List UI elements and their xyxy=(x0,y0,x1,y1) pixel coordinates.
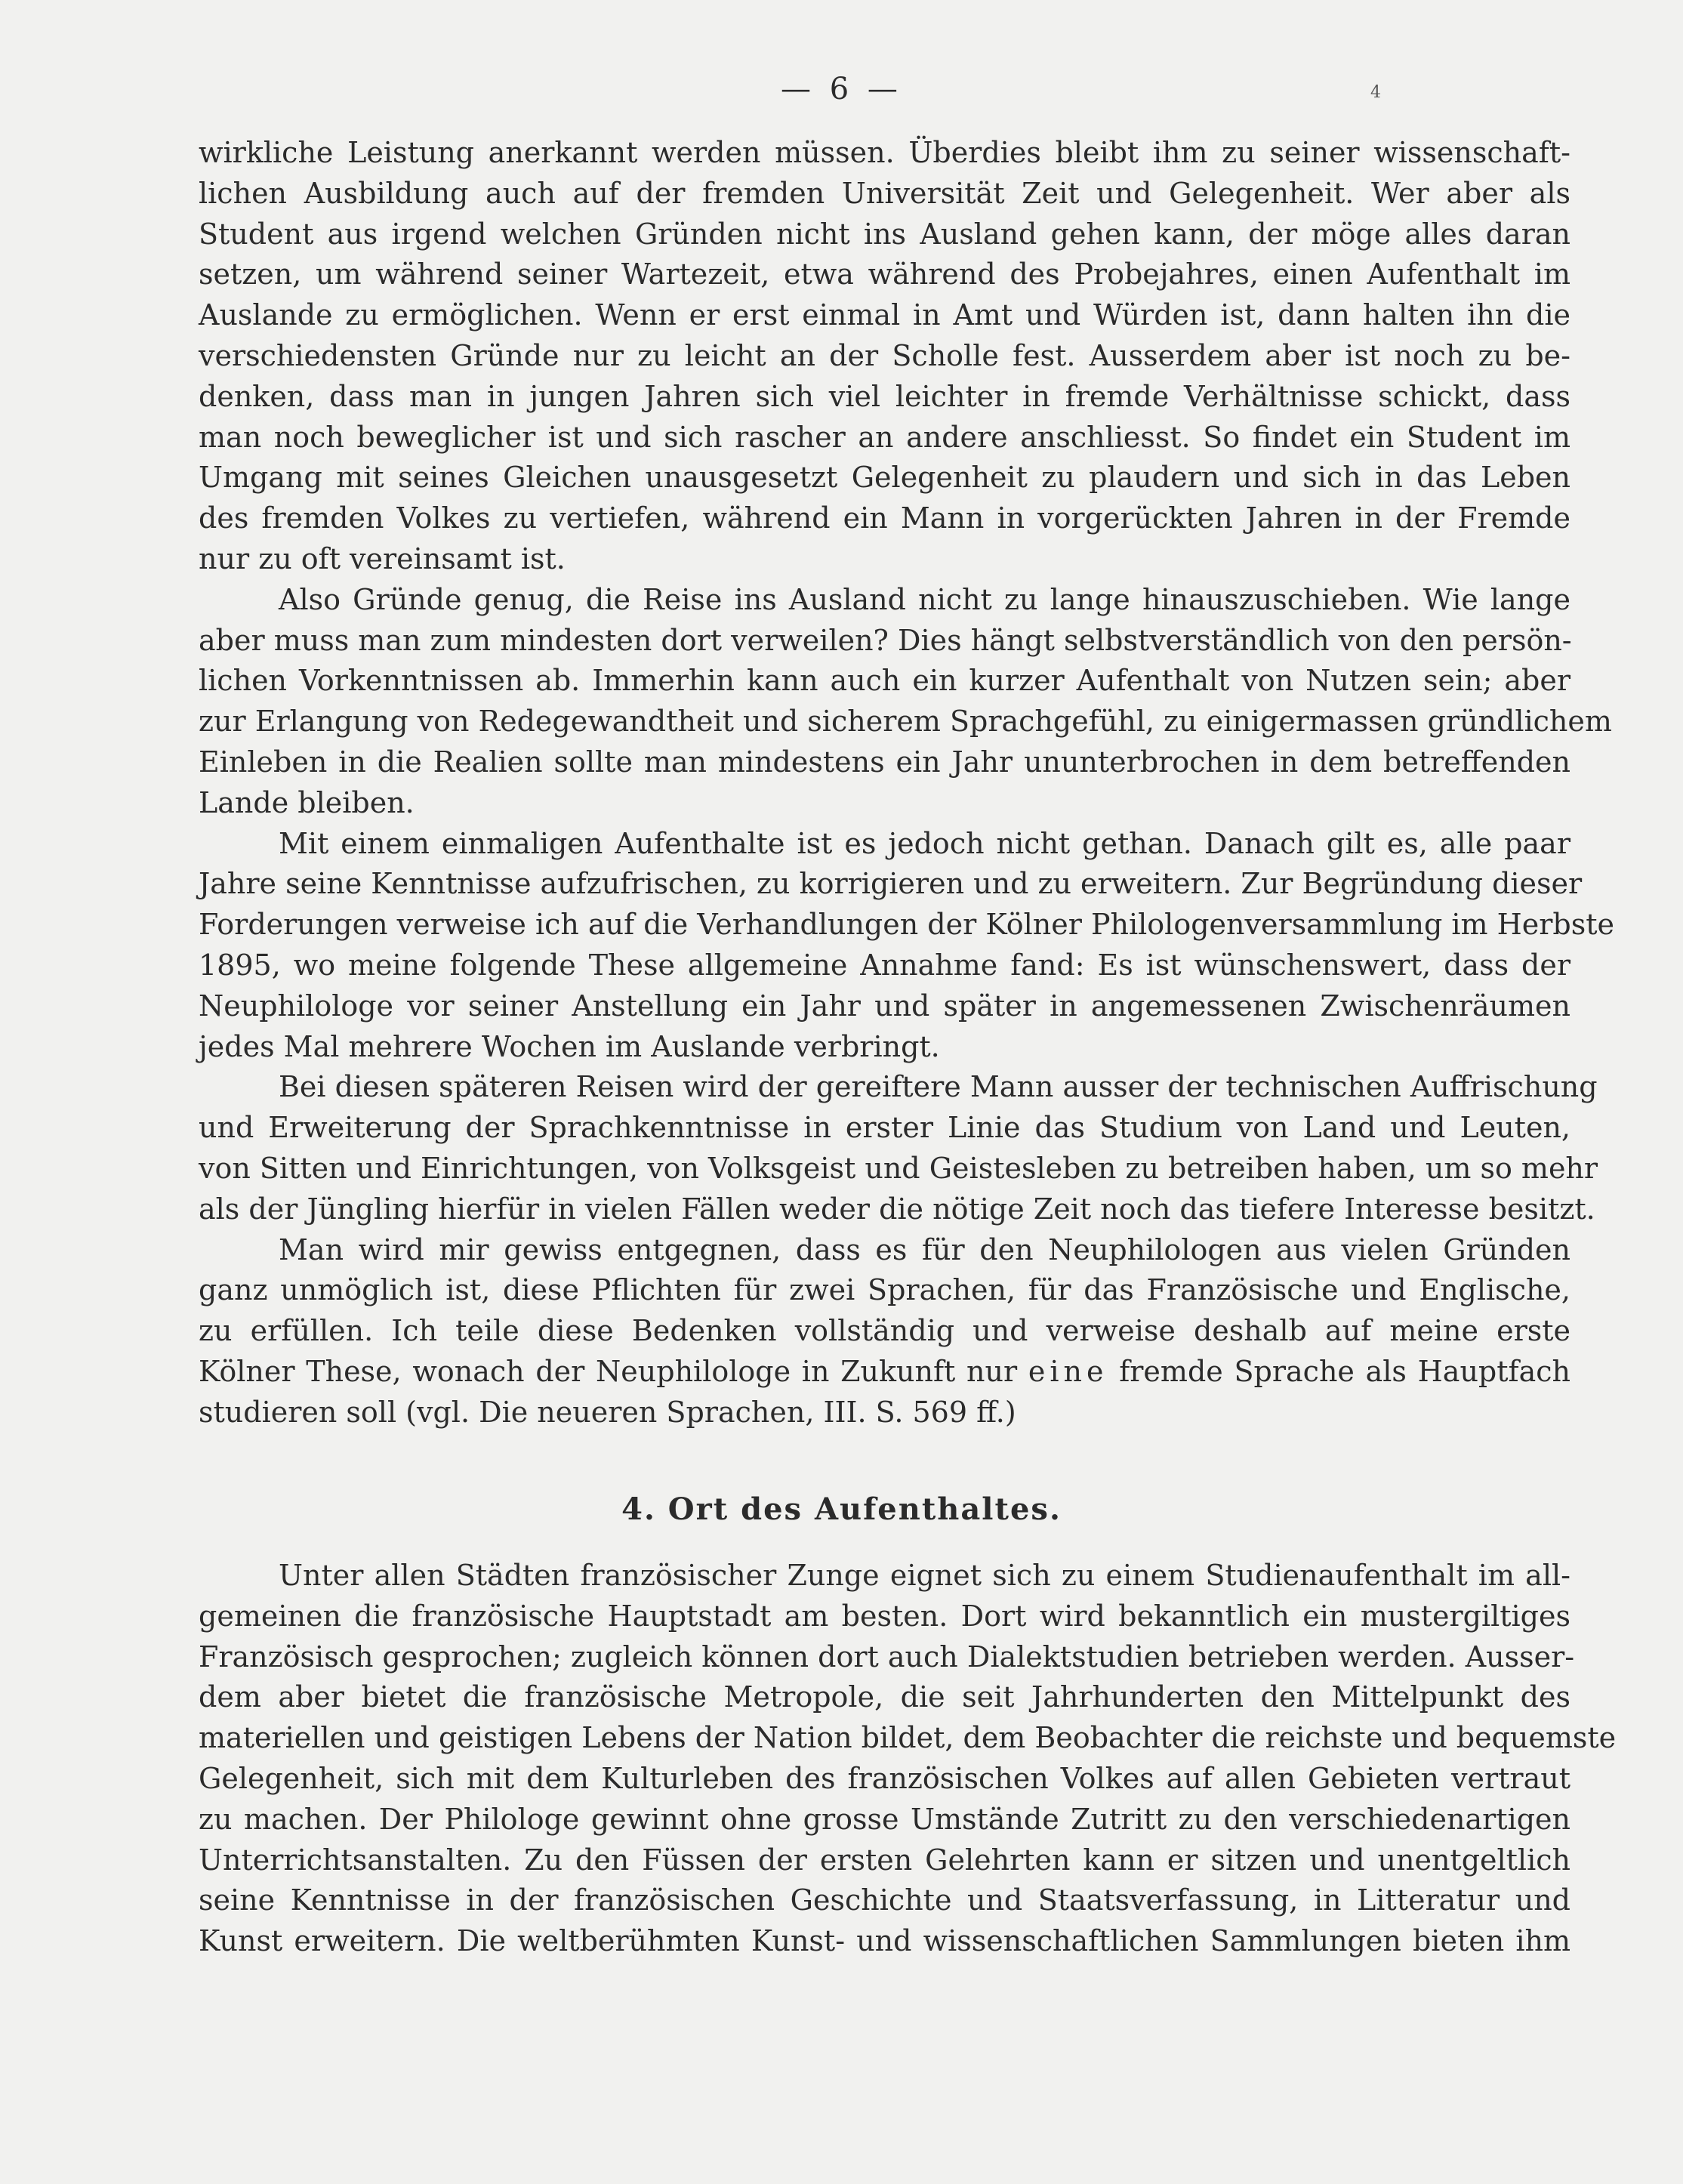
text-line: Gelegenheit, sich mit dem Kulturleben des französischen Volkes auf allen Gebieten vertraut xyxy=(199,1761,1570,1795)
text-line: aber muss man zum mindesten dort verweilen? Dies hängt selbstverständlich von den persön- xyxy=(199,623,1572,657)
text-line: 1895, wo meine folgende These allgemeine Annahme fand: Es ist wünschenswert, dass der xyxy=(199,948,1570,982)
section-text xyxy=(199,1556,1617,1962)
paragraph-1 xyxy=(199,133,1570,580)
text-segment: Kölner These, wonach der Neuphilologe in Zukunft nur xyxy=(199,1354,1028,1388)
emphasized-word: eine xyxy=(1028,1354,1108,1388)
text-line: Forderungen verweise ich auf die Verhandlungen der Kölner Philologenversammlung im Herbste xyxy=(199,908,1614,942)
text-line: Student aus irgend welchen Gründen nicht ins Ausland gehen kann, der möge alles daran xyxy=(199,217,1570,251)
text-line: man noch beweglicher ist und sich rascher an andere anschliesst. So findet ein Student im xyxy=(199,420,1570,454)
text-line: Französisch gesprochen; zugleich können dort auch Dialektstudien betrieben werden. Ausser- xyxy=(199,1640,1575,1673)
text-line: Mit einem einmaligen Aufenthalte ist es jedoch nicht gethan. Danach gilt es, alle paar xyxy=(279,826,1570,860)
paragraph-6 xyxy=(199,1556,1617,1962)
text-line: Also Gründe genug, die Reise ins Ausland nicht zu lange hinauszuschieben. Wie lange xyxy=(279,582,1570,616)
text-line: setzen, um während seiner Wartezeit, etwa während des Probejahres, einen Aufenthalt im xyxy=(199,258,1570,292)
text-line: nur zu oft vereinsamt ist. xyxy=(199,541,566,575)
main-text xyxy=(199,133,1614,1433)
text-line: Kunst erweitern. Die weltberühmten Kunst- und wissenschaftlichen Sammlungen bieten ihm xyxy=(199,1924,1570,1958)
text-line: Unter allen Städten französischer Zunge eignet sich zu einem Studienaufenthalt im all- xyxy=(279,1559,1570,1592)
text-line: denken, dass man in jungen Jahren sich viel leichter in fremde Verhältnisse schickt, dass xyxy=(199,379,1570,413)
text-line: studieren soll (vgl. Die neueren Sprachen, III. S. 569 ff.) xyxy=(199,1395,1016,1429)
section-heading: 4. Ort des Aufenthaltes. xyxy=(621,1491,1062,1527)
text-line: wirkliche Leistung anerkannt werden müssen. Überdies bleibt ihm zu seiner wissenschaft- xyxy=(199,136,1570,169)
text-line: Neuphilologe vor seiner Anstellung ein Jahr und später in angemessenen Zwischenräumen xyxy=(199,989,1570,1023)
paragraph-3 xyxy=(199,824,1614,1068)
text-line: Jahre seine Kenntnisse aufzufrischen, zu korrigieren und zu erweitern. Zur Begründung dieser xyxy=(199,867,1583,901)
text-line: von Sitten und Einrichtungen, von Volksgeist und Geistesleben zu betreiben haben, um so mehr xyxy=(199,1151,1598,1185)
text-line: gemeinen die französische Hauptstadt am besten. Dort wird bekanntlich ein mustergiltiges xyxy=(199,1599,1570,1633)
text-line: jedes Mal mehrere Wochen im Auslande verbringt. xyxy=(199,1029,940,1063)
text-line: lichen Vorkenntnissen ab. Immerhin kann auch ein kurzer Aufenthalt von Nutzen sein; aber xyxy=(199,664,1570,698)
text-line: verschiedensten Gründe nur zu leicht an der Scholle fest. Ausserdem aber ist noch zu be- xyxy=(199,338,1570,372)
text-line: Einleben in die Realien sollte man mindestens ein Jahr ununterbrochen in dem betreffenden xyxy=(199,745,1570,779)
paragraph-2 xyxy=(199,580,1612,824)
corner-mark: 4 xyxy=(1370,83,1381,102)
text-line-emphasis xyxy=(199,1352,1570,1393)
text-line: und Erweiterung der Sprachkenntnisse in erster Linie das Studium von Land und Leuten, xyxy=(199,1111,1570,1145)
text-line: lichen Ausbildung auch auf der fremden Universität Zeit und Gelegenheit. Wer aber als xyxy=(199,176,1570,210)
text-line: als der Jüngling hierfür in vielen Fällen weder die nötige Zeit noch das tiefere Interesse besitzt. xyxy=(199,1192,1595,1226)
paragraph-5 xyxy=(199,1230,1570,1433)
text-line: materiellen und geistigen Lebens der Nation bildet, dem Beobachter die reichste und bequemste xyxy=(199,1721,1617,1755)
text-line: ganz unmöglich ist, diese Pflichten für zwei Sprachen, für das Französische und Englische, xyxy=(199,1273,1570,1307)
text-line: Lande bleiben. xyxy=(199,785,415,819)
paragraph-4 xyxy=(199,1067,1598,1229)
text-line: seine Kenntnisse in der französischen Geschichte und Staatsverfassung, in Litteratur und xyxy=(199,1883,1570,1917)
page-number: — 6 — xyxy=(781,72,902,106)
text-line: zu machen. Der Philologe gewinnt ohne grosse Umstände Zutritt zu den verschiedenartigen xyxy=(199,1802,1570,1836)
text-line: zu erfüllen. Ich teile diese Bedenken vollständig und verweise deshalb auf meine erste xyxy=(199,1314,1570,1348)
text-line: Bei diesen späteren Reisen wird der gereiftere Mann ausser der technischen Auffrischung xyxy=(279,1070,1598,1104)
text-line: Unterrichtsanstalten. Zu den Füssen der ersten Gelehrten kann er sitzen und unentgeltlich xyxy=(199,1843,1570,1877)
text-line: Man wird mir gewiss entgegnen, dass es für den Neuphilologen aus vielen Gründen xyxy=(279,1232,1570,1266)
text-line: Umgang mit seines Gleichen unausgesetzt Gelegenheit zu plaudern und sich in das Leben xyxy=(199,461,1570,495)
text-line: des fremden Volkes zu vertiefen, während ein Mann in vorgerückten Jahren in der Fremde xyxy=(199,501,1570,535)
text-line: Auslande zu ermöglichen. Wenn er erst einmal in Amt und Würden ist, dann halten ihn die xyxy=(199,298,1570,332)
text-segment: fremde Sprache als Hauptfach xyxy=(1108,1354,1570,1388)
text-line: dem aber bietet die französische Metropole, die seit Jahrhunderten den Mittelpunkt des xyxy=(199,1680,1570,1714)
text-line: zur Erlangung von Redegewandtheit und sicherem Sprachgefühl, zu einigermassen gründlichem xyxy=(199,705,1612,739)
